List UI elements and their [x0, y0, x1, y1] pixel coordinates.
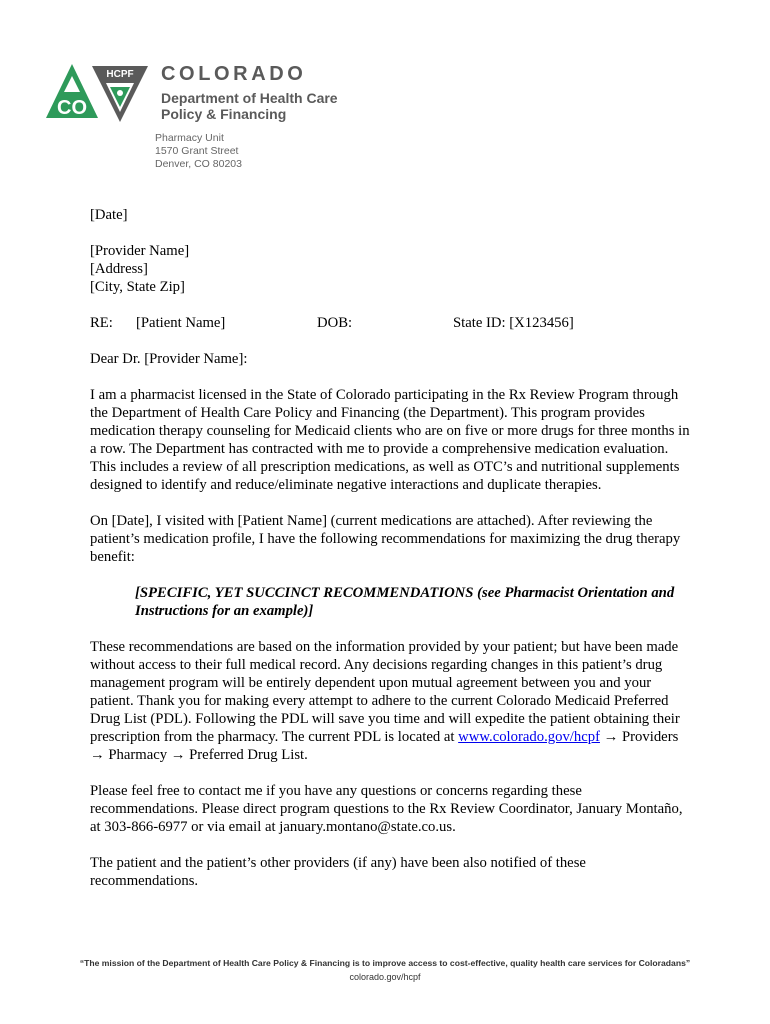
re-patient-name: [Patient Name] [136, 315, 226, 331]
pdl-navigation-path: → Providers → Pharmacy → Preferred Drug List. [90, 729, 679, 763]
re-label: RE: [90, 315, 113, 331]
re-line [90, 314, 690, 332]
recipient-address: [Address] [90, 261, 148, 277]
paragraph-pdl [90, 638, 690, 764]
paragraph-program: I am a pharmacist licensed in the State of Colorado participating in the Rx Review Program through the Department of Health Care Policy and Financing (the Department). This program provides medication therapy counseling for Medicaid clients who are on five or more drugs for three months in a row. The Department has contracted with me to provide a comprehensive medication evaluation. This includes a review of all prescription medications, as well as OTC’s and nutritional supplements designed to identify and reduce/eliminate negative interactions and duplicate therapies. [90, 387, 690, 493]
recipient-city-state-zip: [City, State Zip] [90, 279, 185, 295]
pdl-link[interactable]: www.colorado.gov/hcpf [458, 729, 600, 745]
org-name: COLORADO [161, 63, 307, 85]
department-line-1: Department of Health Care [161, 90, 338, 106]
salutation: Dear Dr. [Provider Name]: [90, 351, 248, 367]
letter-body [90, 206, 690, 890]
paragraph-visit: On [Date], I visited with [Patient Name] (current medications are attached). After reviewing the patient’s medication profile, I have the following recommendations for maximizing the drug therapy benefit: [90, 513, 681, 565]
sender-street: 1570 Grant Street [155, 145, 239, 157]
letter-date: [Date] [90, 207, 128, 223]
footer-url: colorado.gov/hcpf [349, 972, 421, 982]
department-line-2: Policy & Financing [161, 106, 287, 122]
department-name [161, 90, 338, 122]
recommendations-placeholder: [SPECIFIC, YET SUCCINCT RECOMMENDATIONS (see Pharmacist Orientation and Instructions for an example)] [135, 585, 675, 619]
re-dob-label: DOB: [317, 315, 353, 331]
paragraph-pdl-text: These recommendations are based on the information provided by your patient; but have been made without access to their full medical record. Any decisions regarding changes in this patient’s drug management program will be entirely dependent upon mutual agreement between you and your patient. Thank you for making every attempt to adhere to the current Colorado Medicaid Preferred Drug List (PDL). Following the PDL will save you time and will expedite the patient obtaining their prescription from the pharmacy. The current PDL is located at [90, 639, 680, 745]
logo-hcpf-text: HCPF [106, 69, 134, 80]
footer-mission-statement: “The mission of the Department of Health Care Policy & Financing is to improve access to cost-effective, quality health care services for Coloradans” [79, 958, 691, 968]
paragraph-contact: Please feel free to contact me if you have any questions or concerns regarding these recommendations. Please direct program questions to the Rx Review Coordinator, January Montaño, at 303-866-6977 or via email at january.montano@state.co.us. [90, 783, 683, 835]
paragraph-notified: The patient and the patient’s other providers (if any) have been also notified of these recommendations. [90, 855, 586, 889]
logo-co-text: CO [57, 97, 87, 119]
colorado-hcpf-logo [44, 62, 154, 124]
sender-city: Denver, CO 80203 [155, 158, 242, 170]
recipient-name: [Provider Name] [90, 243, 190, 259]
sender-address [155, 132, 242, 171]
sender-unit: Pharmacy Unit [155, 132, 224, 144]
re-state-id: State ID: [X123456] [453, 315, 574, 331]
